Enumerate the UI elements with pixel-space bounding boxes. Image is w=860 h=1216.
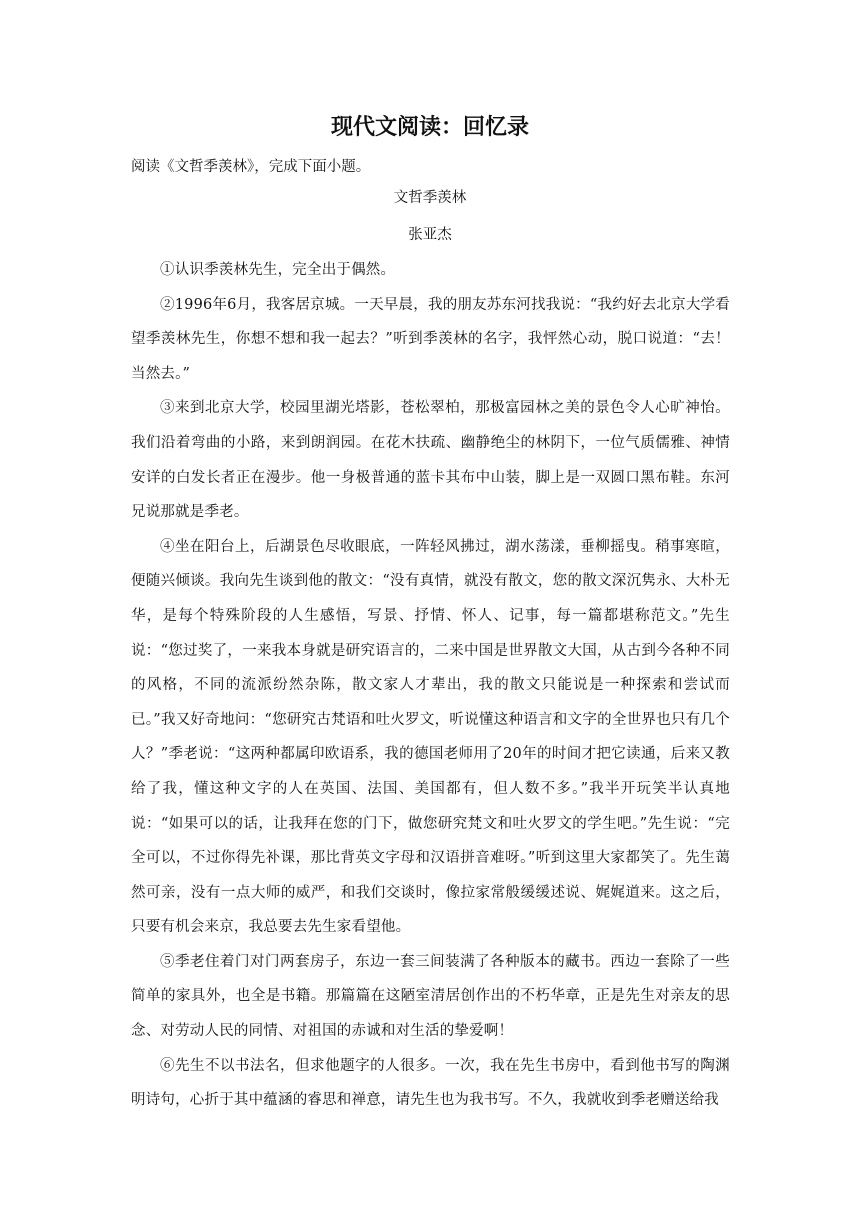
article-author: 张亚杰 bbox=[408, 227, 452, 243]
paragraph-3: ③来到北京大学，校园里湖光塔影，苍松翠柏，那极富园林之美的景色令人心旷神怡。我们沿着弯曲的小路，来到朗润园。在花木扶疏、幽静绝尘的林阴下，一位气质儒雅、神情安详的白发长者正在漫步。他一身极普通的蓝卡其布中山装，脚上是一双圆口黑布鞋。东河兄说那就是季老。 bbox=[131, 400, 730, 521]
document-title: 现代文阅读：回忆录 bbox=[330, 115, 529, 140]
article-body bbox=[131, 253, 730, 1118]
paragraph-2: ②1996年6月，我客居京城。一天早晨，我的朋友苏东河找我说：“我约好去北京大学看望季羡林先生，你想不想和我一起去？”听到季羡林的名字，我怦然心动，脱口说道：“去！当然去。” bbox=[131, 296, 730, 382]
article-title: 文哲季羡林 bbox=[393, 190, 467, 206]
paragraph-4: ④坐在阳台上，后湖景色尽收眼底，一阵轻风拂过，湖水荡漾，垂柳摇曳。稍事寒暄，便随兴倾谈。我向先生谈到他的散文：“没有真情，就没有散文，您的散文深沉隽永、大朴无华，是每个特殊阶段的人生感悟，写景、抒情、怀人、记事，每一篇都堪称范文。”先生说：“您过奖了，一来我本身就是研究语言的，二来中国是世界散文大国，从古到今各种不同的风格，不同的流派纷然杂陈，散文家人才辈出，我的散文只能说是一种探索和尝试而已。”我又好奇地问：“您研究古梵语和吐火罗文，听说懂这种语言和文字的全世界也只有几个人？”季老说：“这两种都属印欧语系，我的德国老师用了20年的时间才把它读通，后来又教给了我，懂这种文字的人在英国、法国、美国都有，但人数不多。”我半开玩笑半认真地说：“如果可以的话，让我拜在您的门下，做您研究梵文和吐火罗文的学生吧。”先生说：“完全可以，不过你得先补课，那比背英文字母和汉语拼音难呀。”听到这里大家都笑了。先生蔼然可亲，没有一点大师的威严，和我们交谈时，像拉家常般缓缓述说、娓娓道来。这之后，只要有机会来京，我总要去先生家看望他。 bbox=[131, 538, 730, 936]
paragraph-1: ①认识季羡林先生，完全出于偶然。 bbox=[160, 262, 396, 278]
paragraph-6: ⑥先生不以书法名，但求他题字的人很多。一次，我在先生书房中，看到他书写的陶渊明诗句，心折于其中蕴涵的睿思和禅意，请先生也为我书写。不久，我就收到季老赠送给我 bbox=[131, 1057, 730, 1109]
paragraph-5: ⑤季老住着门对门两套房子，东边一套三间装满了各种版本的藏书。西边一套除了一些简单的家具外，也全是书籍。那篇篇在这陋室清居创作出的不朽华章，正是先生对亲友的思念、对劳动人民的同情、对祖国的赤诚和对生活的挚爱啊！ bbox=[131, 953, 730, 1040]
reading-instruction: 阅读《文哲季羡林》，完成下面小题。 bbox=[131, 159, 371, 175]
